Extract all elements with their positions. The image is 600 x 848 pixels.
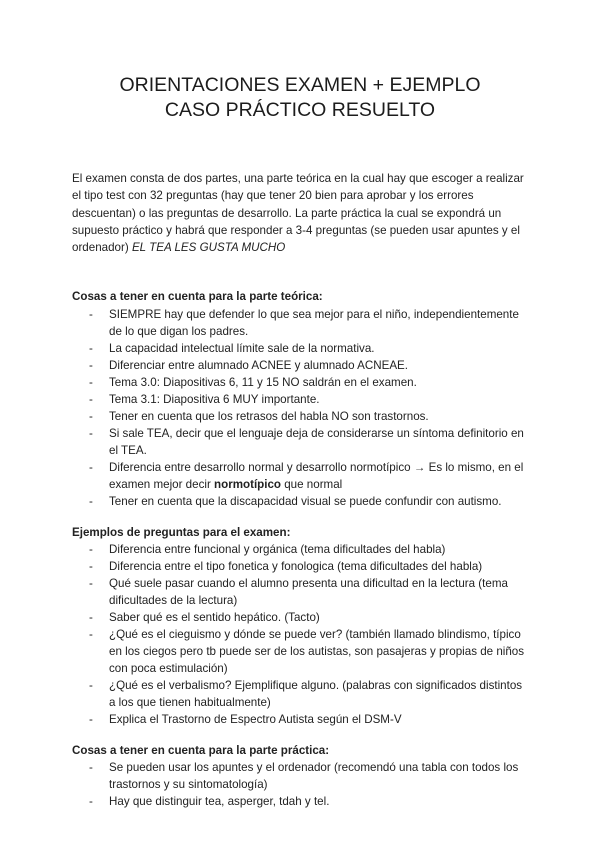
- list-item-bold: normotípico: [214, 477, 282, 491]
- bullet-dash: -: [89, 494, 93, 508]
- bullet-dash: -: [89, 375, 93, 389]
- list-item-text: ¿Qué es el verbalismo? Ejemplifique alguno. (palabras con significados distintos a los que tienen habitualmente): [109, 679, 523, 710]
- bullet-dash: -: [89, 341, 93, 355]
- list-item-text: Explica el Trastorno de Espectro Autista según el DSM-V: [109, 713, 402, 727]
- bullet-dash: -: [89, 577, 93, 591]
- list-item: [72, 541, 528, 558]
- list-item-text: SIEMPRE hay que defender lo que sea mejor para el niño, independientemente de lo que digan los padres.: [109, 307, 519, 338]
- bullet-dash: -: [89, 795, 93, 809]
- list-item-text: Qué suele pasar cuando el alumno presenta una dificultad en la lectura (tema dificultades de la lectura): [109, 577, 508, 608]
- list-item-text: Si sale TEA, decir que el lenguaje deja de considerarse un síntoma definitorio en el TEA.: [109, 426, 524, 457]
- bullet-dash: -: [89, 543, 93, 557]
- bullet-dash: -: [89, 409, 93, 423]
- section-heading-teoria: Cosas a tener en cuenta para la parte teórica:: [72, 290, 323, 304]
- list-item-text: Hay que distinguir tea, asperger, tdah y tel.: [109, 795, 330, 809]
- list-item: [72, 609, 528, 626]
- bullet-dash: -: [89, 307, 93, 321]
- intro-emphasis: EL TEA LES GUSTA MUCHO: [131, 241, 286, 255]
- intro-text: El examen consta de dos partes, una parte teórica en la cual hay que escoger a realizar el tipo test con 32 preguntas (hay que tener 20 bien para aprobar y los errores descuentan) o las preguntas de desarrollo. La parte práctica la cual se expondrá un supuesto práctico y habrá que responder a 3-4 preguntas (se pueden usar apuntes y el ordenador): [72, 172, 524, 255]
- bullet-dash: -: [89, 426, 93, 440]
- list-item-text: Diferencia entre el tipo fonetica y fonologica (tema dificultades del habla): [109, 560, 483, 574]
- list-item-text: ¿Qué es el cieguismo y dónde se puede ver? (también llamado blindismo, típico en los ciegos pero tb puede ser de los autistas, son pasajeras y propias de niños con poca estimulación): [109, 628, 525, 676]
- list-item: [72, 626, 528, 677]
- preguntas-list: [72, 541, 528, 728]
- list-item-text: Tema 3.1: Diapositiva 6 MUY importante.: [109, 392, 320, 406]
- list-item: [72, 425, 528, 459]
- list-item-text: Tener en cuenta que los retrasos del habla NO son trastornos.: [109, 409, 429, 423]
- list-item: [72, 759, 528, 793]
- bullet-dash: -: [89, 761, 93, 775]
- bullet-dash: -: [89, 713, 93, 727]
- list-item-text: Diferencia entre desarrollo normal y desarrollo normotípico → Es lo mismo, en el examen mejor decir: [109, 460, 524, 491]
- bullet-dash: -: [89, 628, 93, 642]
- list-item-text: Diferenciar entre alumnado ACNEE y alumnado ACNEAE.: [109, 358, 409, 372]
- list-item-text: La capacidad intelectual límite sale de la normativa.: [109, 341, 375, 355]
- section-heading-practica: Cosas a tener en cuenta para la parte práctica:: [72, 744, 330, 758]
- document-title: [72, 0, 528, 123]
- list-item: [72, 408, 528, 425]
- list-item-text: Diferencia entre funcional y orgánica (tema dificultades del habla): [109, 543, 446, 557]
- list-item-text: Tener en cuenta que la discapacidad visual se puede confundir con autismo.: [109, 494, 502, 508]
- list-item: [72, 306, 528, 340]
- list-item: [72, 391, 528, 408]
- list-item: [72, 340, 528, 357]
- intro-paragraph: [72, 170, 528, 256]
- teoria-list: [72, 306, 528, 510]
- bullet-dash: -: [89, 460, 93, 474]
- title-line-1: ORIENTACIONES EXAMEN + EJEMPLO: [119, 74, 481, 96]
- list-item-text: Se pueden usar los apuntes y el ordenador (recomendó una tabla con todos los trastornos y su sintomatología): [109, 761, 519, 792]
- bullet-dash: -: [89, 611, 93, 625]
- list-item: [72, 374, 528, 391]
- list-item: [72, 493, 528, 510]
- practica-list: [72, 759, 528, 810]
- bullet-dash: -: [89, 358, 93, 372]
- list-item-text: Saber qué es el sentido hepático. (Tacto): [109, 611, 320, 625]
- list-item: [72, 357, 528, 374]
- section-heading-preguntas: Ejemplos de preguntas para el examen:: [72, 525, 291, 539]
- bullet-dash: -: [89, 679, 93, 693]
- list-item-text-end: que normal: [281, 477, 343, 491]
- list-item-text: Tema 3.0: Diapositivas 6, 11 y 15 NO saldrán en el examen.: [109, 375, 417, 389]
- title-line-2: CASO PRÁCTICO RESUELTO: [164, 99, 436, 121]
- list-item: [72, 459, 528, 493]
- list-item: [72, 711, 528, 728]
- list-item: [72, 558, 528, 575]
- list-item: [72, 677, 528, 711]
- list-item: [72, 575, 528, 609]
- bullet-dash: -: [89, 392, 93, 406]
- bullet-dash: -: [89, 560, 93, 574]
- list-item: [72, 793, 528, 810]
